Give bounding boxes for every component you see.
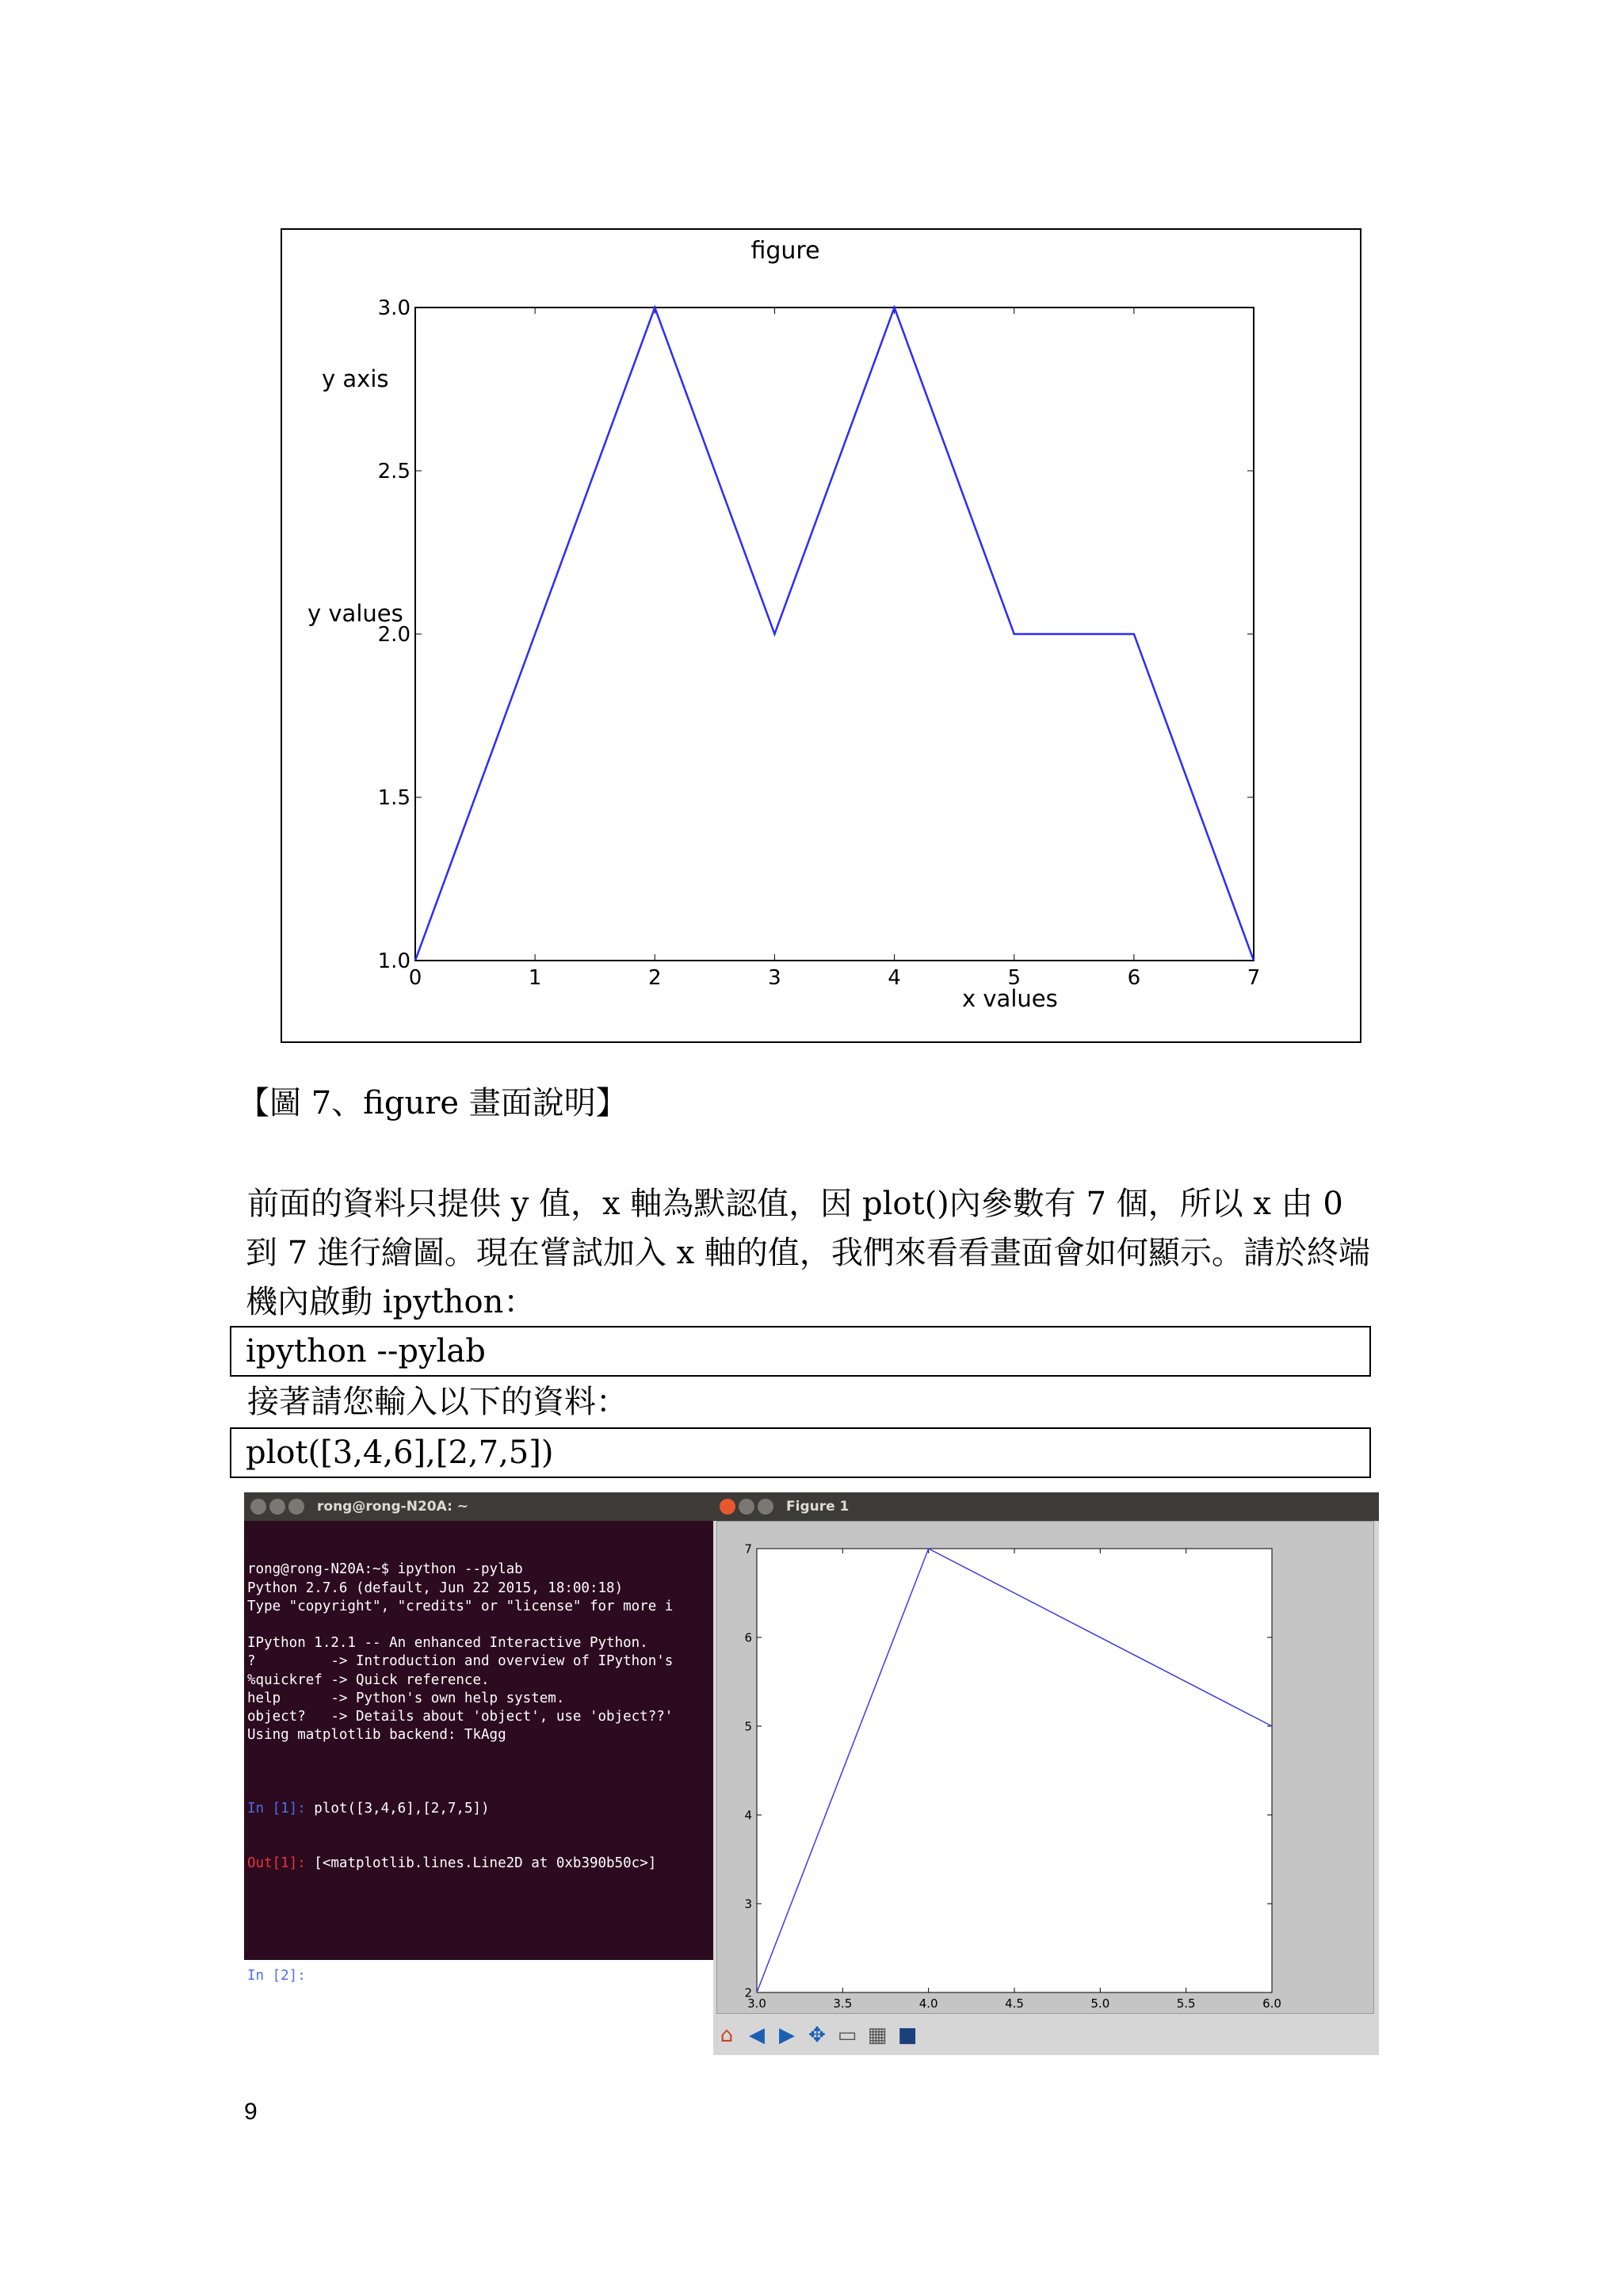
y-tick-label: 2.5 <box>377 460 411 484</box>
annotated-figure-svg <box>282 230 1363 1045</box>
back-icon[interactable]: ◀ <box>749 2023 765 2047</box>
x-tick-label: 1 <box>528 966 542 990</box>
terminal-title: rong@rong-N20A: ~ <box>317 1499 469 1515</box>
terminal-line: rong@rong-N20A:~$ ipython --pylab <box>247 1561 523 1578</box>
figure-titlebar <box>713 1492 1379 1521</box>
terminal-line: Using matplotlib backend: TkAgg <box>247 1727 506 1744</box>
y-tick-label: 3 <box>744 1897 752 1912</box>
x-tick-label: 2 <box>648 966 662 990</box>
x-tick-label: 5.5 <box>1176 1996 1196 2011</box>
zoom-icon[interactable]: ▭ <box>837 2023 857 2047</box>
terminal-line <box>247 1616 715 1634</box>
terminal-window <box>244 1492 715 1984</box>
terminal-line: Python 2.7.6 (default, Jun 22 2015, 18:00:18) <box>247 1580 624 1596</box>
pan-icon[interactable]: ✥ <box>808 2023 826 2047</box>
terminal-line: Type "copyright", "credits" or "license" for more i <box>247 1598 674 1614</box>
x-tick-label: 4.5 <box>1005 1996 1024 2011</box>
annotation-x-values: x values <box>962 985 1058 1012</box>
terminal-line: ? -> Introduction and overview of IPython's <box>247 1653 674 1670</box>
y-tick-label: 2.0 <box>377 623 411 648</box>
paragraph-line-2: 到 7 進行繪圖。現在嘗試加入 x 軸的值，我們來看看畫面會如何顯示。請於終端 <box>246 1235 1370 1271</box>
terminal-lines <box>247 1561 715 1763</box>
screenshot <box>244 1492 1379 2055</box>
figure-window <box>713 1492 1379 2055</box>
terminal-line: help -> Python's own help system. <box>247 1690 565 1706</box>
page-number: 9 <box>244 2099 258 2125</box>
terminal-output-1 <box>247 1855 715 1873</box>
home-icon[interactable]: ⌂ <box>720 2023 734 2047</box>
y-tick-label: 3.0 <box>377 296 411 321</box>
blank-line <box>247 1910 715 1928</box>
figure-title: figure <box>750 237 820 265</box>
code-box-plot: plot([3,4,6],[2,7,5]) <box>230 1427 1371 1478</box>
terminal-line: %quickref -> Quick reference. <box>247 1671 490 1688</box>
terminal-titlebar <box>244 1492 715 1521</box>
code-box-ipython: ipython --pylab <box>230 1326 1371 1377</box>
save-icon[interactable]: ■ <box>897 2023 918 2047</box>
terminal-input-1 <box>247 1800 715 1818</box>
in-code-1: plot([3,4,6],[2,7,5]) <box>314 1800 490 1817</box>
x-tick-label: 6.0 <box>1262 1996 1281 2011</box>
cursor <box>314 1966 324 1983</box>
terminal-line: object? -> Details about 'object', use 'object??' <box>247 1708 674 1725</box>
y-tick-label: 2 <box>744 1985 752 2000</box>
y-tick-label: 1.5 <box>377 786 411 811</box>
paragraph-2: 接著請您輸入以下的資料： <box>247 1384 628 1420</box>
x-tick-label: 7 <box>1247 966 1261 990</box>
x-tick-label: 3.0 <box>747 1996 766 2011</box>
minimize-icon[interactable] <box>739 1499 754 1515</box>
in-prompt-1: In [1]: <box>247 1800 315 1817</box>
configure-subplots-icon[interactable]: ▦ <box>867 2023 888 2047</box>
figure-canvas[interactable] <box>716 1521 1374 2014</box>
minimize-icon[interactable] <box>269 1499 285 1515</box>
y-tick-label: 6 <box>744 1630 752 1645</box>
x-tick-label: 5.0 <box>1090 1996 1110 2011</box>
x-tick-label: 3.5 <box>833 1996 853 2011</box>
x-tick-label: 3 <box>768 966 781 990</box>
close-icon[interactable] <box>720 1499 735 1515</box>
annotated-figure <box>281 228 1361 1043</box>
terminal-input-2 <box>247 1966 715 1985</box>
y-tick-label: 1.0 <box>377 949 411 974</box>
maximize-icon[interactable] <box>758 1499 773 1515</box>
in-prompt-2: In [2]: <box>247 1967 315 1984</box>
forward-icon[interactable]: ▶ <box>779 2023 795 2047</box>
x-tick-label: 6 <box>1127 966 1141 990</box>
figure-window-title: Figure 1 <box>786 1499 850 1515</box>
terminal-output[interactable] <box>247 1524 715 2022</box>
plot-area <box>757 1549 1272 1992</box>
out-prompt-1: Out[1]: <box>247 1855 315 1872</box>
paragraph-line-1: 前面的資料只提供 y 值，x 軸為默認值，因 plot()內參數有 7 個，所以 x 由 0 <box>247 1186 1343 1222</box>
x-tick-label: 4 <box>888 966 901 990</box>
y-tick-label: 5 <box>744 1719 752 1734</box>
y-tick-label: 4 <box>744 1808 752 1823</box>
x-tick-label: 5 <box>1007 966 1021 990</box>
annotation-y-values: y values <box>307 600 403 627</box>
annotation-y-axis: y axis <box>322 365 389 392</box>
maximize-icon[interactable] <box>288 1499 304 1515</box>
x-tick-label: 0 <box>408 966 422 990</box>
figure-2-svg <box>717 1522 1373 2013</box>
terminal-line <box>247 1744 715 1763</box>
terminal-line: IPython 1.2.1 -- An enhanced Interactive Python. <box>247 1635 648 1652</box>
y-tick-label: 7 <box>744 1541 752 1557</box>
close-icon[interactable] <box>250 1499 266 1515</box>
figure-toolbar <box>713 2014 1379 2055</box>
out-value-1: [<matplotlib.lines.Line2D at 0xb390b50c>] <box>314 1855 657 1872</box>
figure-caption: 【圖 7、figure 畫面說明】 <box>238 1085 628 1121</box>
x-tick-label: 4.0 <box>918 1996 938 2011</box>
paragraph-line-3: 機內啟動 ipython： <box>246 1284 536 1320</box>
